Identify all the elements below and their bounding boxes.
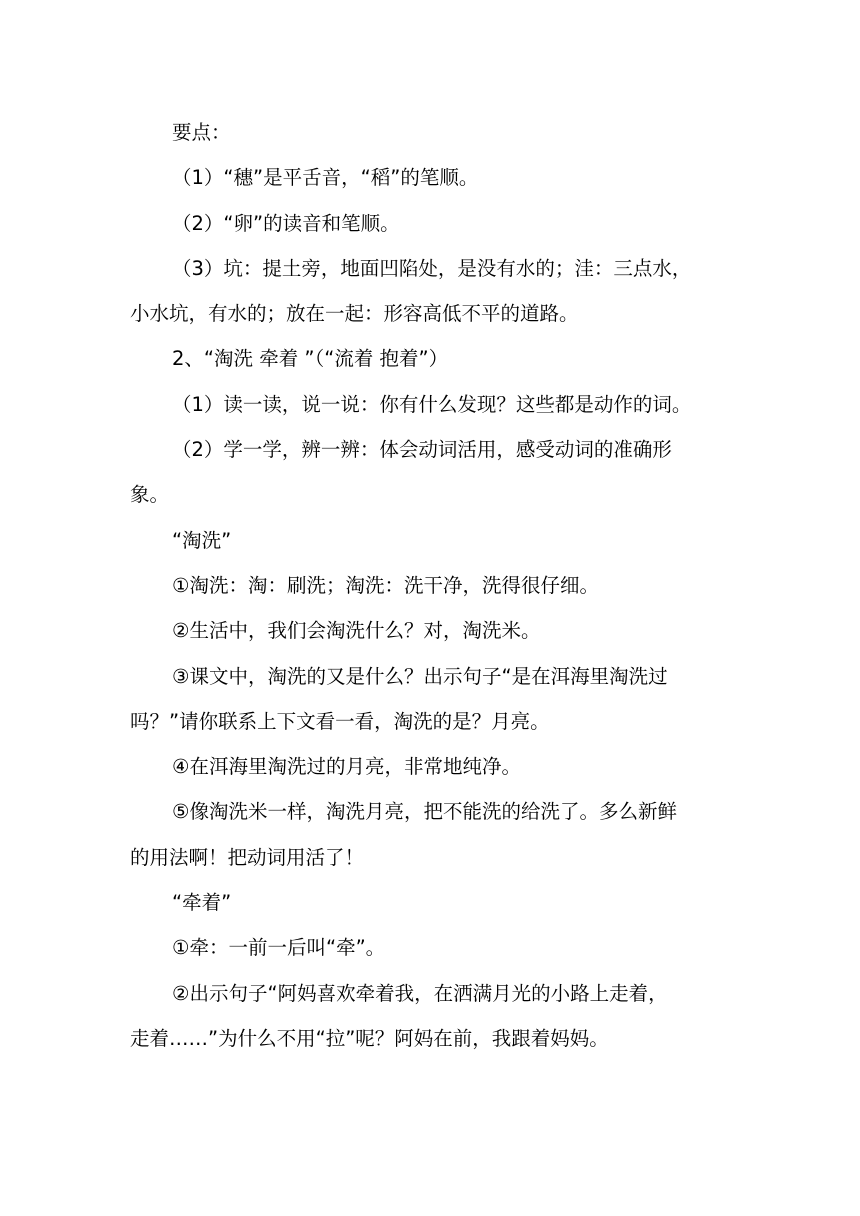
paragraph-line: （1）“穗”是平舌音，“稻”的笔顺。 xyxy=(172,166,479,190)
list-item: ⑤像淘洗米一样，淘洗月亮，把不能洗的给洗了。多么新鲜 xyxy=(172,800,677,824)
list-item-continuation: 走着……”为什么不用“拉”呢？阿妈在前，我跟着妈妈。 xyxy=(130,1026,609,1050)
list-item: ②出示句子“阿妈喜欢牵着我，在洒满月光的小路上走着， xyxy=(172,981,668,1005)
list-item: ④在洱海里淘洗过的月亮，非常地纯净。 xyxy=(172,755,521,779)
list-item-continuation: 的用法啊！把动词用活了！ xyxy=(130,845,365,869)
list-item: ①淘洗：淘：刷洗；淘洗：洗干净，洗得很仔细。 xyxy=(172,573,599,597)
list-item: ①牵：一前一后叫“牵”。 xyxy=(172,936,386,960)
paragraph-line: （2）学一学，辨一辨：体会动词活用，感受动词的准确形 xyxy=(172,438,672,462)
paragraph-line: 象。 xyxy=(130,483,170,507)
paragraph-line: （2）“卵”的读音和笔顺。 xyxy=(172,211,400,235)
paragraph-line: （3）坑：提土旁，地面凹陷处，是没有水的；洼：三点水， xyxy=(172,256,692,280)
subheading: “淘洗” xyxy=(172,528,232,552)
list-item-continuation: 吗？”请你联系上下文看一看，淘洗的是？月亮。 xyxy=(130,709,550,733)
list-item: ③课文中，淘洗的又是什么？出示句子“是在洱海里淘洗过 xyxy=(172,664,668,688)
subheading: “牵着” xyxy=(172,891,232,915)
paragraph-line: 小水坑，有水的；放在一起：形容高低不平的道路。 xyxy=(130,302,579,326)
text-body xyxy=(130,110,732,1061)
paragraph-line: 要点： xyxy=(172,121,231,144)
list-item: ②生活中，我们会淘洗什么？对，淘洗米。 xyxy=(172,619,541,643)
paragraph-line: （1）读一读，说一说：你有什么发现？这些都是动作的词。 xyxy=(172,392,692,416)
section-heading: 2、“淘洗 牵着 ”（“流着 抱着”） xyxy=(172,347,449,371)
